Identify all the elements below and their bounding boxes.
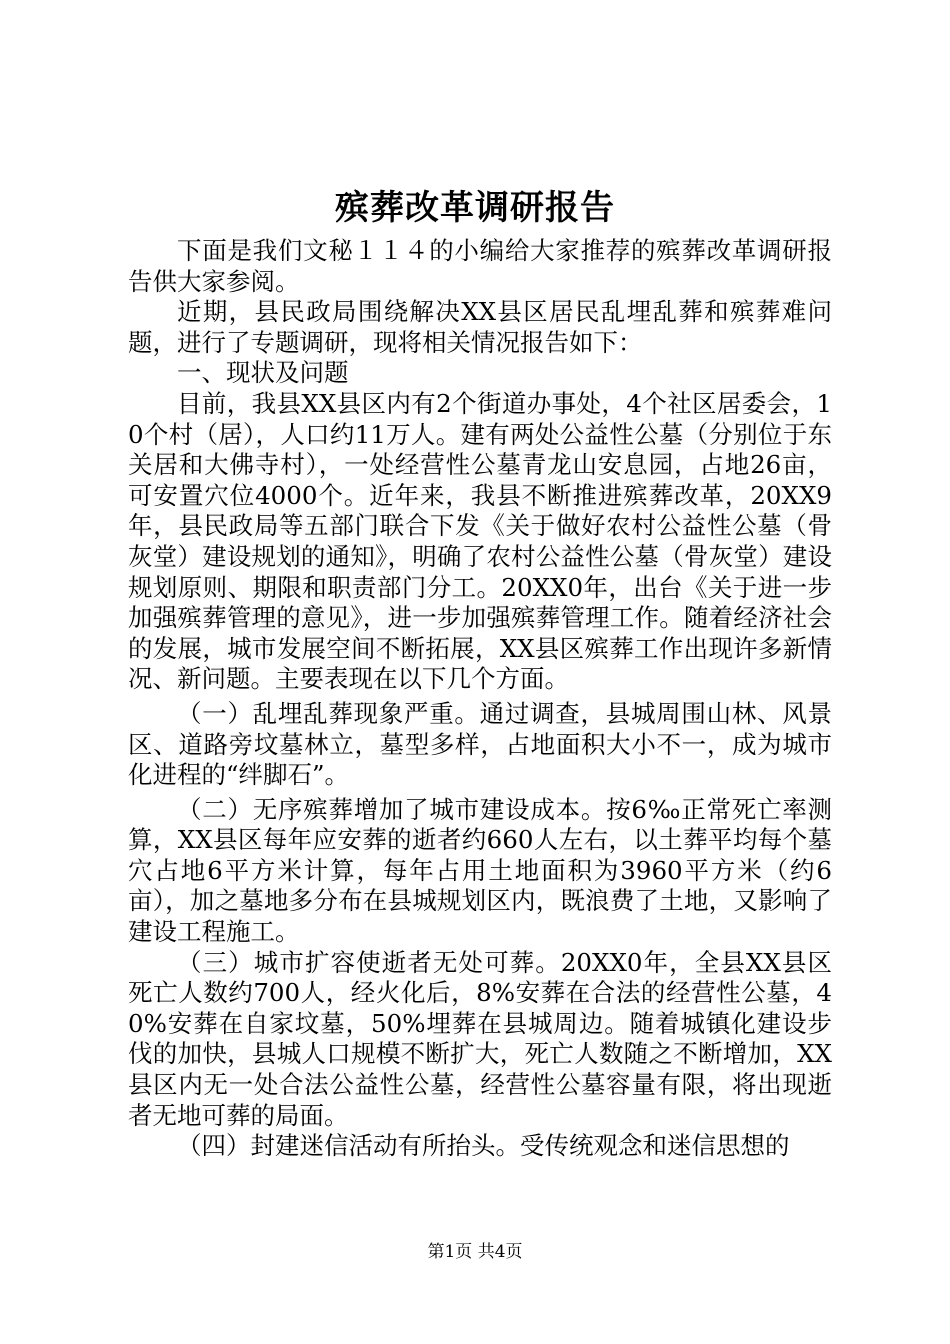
page-number-footer: 第1页 共4页 [427,1242,523,1262]
paragraph-intro: 下面是我们文秘１１４的小编给大家推荐的殡葬改革调研报告供大家参阅。 [128,236,832,296]
paragraph-issue-1: （一）乱埋乱葬现象严重。通过调查，县城周围山林、风景区、道路旁坟墓林立，墓型多样，占地面积大小不一，成为城市化进程的“绊脚石”。 [128,698,832,790]
paragraph-issue-2: （二）无序殡葬增加了城市建设成本。按6‰正常死亡率测算，XX县区每年应安葬的逝者约660人左右，以土葬平均每个墓穴占地6平方米计算，每年占用土地面积为3960平方米（约6亩），加之墓地多分布在县城规划区内，既浪费了土地，又影响了建设工程施工。 [128,794,832,947]
paragraph-status: 目前，我县XX县区内有2个街道办事处，4个社区居委会，10个村（居），人口约11万人。建有两处公益性公墓（分别位于东关居和大佛寺村），一处经营性公墓青龙山安息园，占地26亩，可安置穴位4000个。近年来，我县不断推进殡葬改革，20XX9年，县民政局等五部门联合下发《关于做好农村公益性公墓（骨灰堂）建设规划的通知》，明确了农村公益性公墓（骨灰堂）建设规划原则、期限和职责部门分工。20XX0年，出台《关于进一步加强殡葬管理的意见》，进一步加强殡葬管理工作。随着经济社会的发展，城市发展空间不断拓展，XX县区殡葬工作出现许多新情况、新问题。主要表现在以下几个方面。 [128,388,832,694]
section-heading-status: 一、现状及问题 [177,358,349,388]
document-body [128,236,832,1162]
paragraph-issue-3: （三）城市扩容使逝者无处可葬。20XX0年，全县XX县区死亡人数约700人，经火化后，8%安葬在合法的经营性公墓，40%安葬在自家坟墓，50%埋葬在县城周边。随着城镇化建设步伐的加快，县城人口规模不断扩大，死亡人数随之不断增加，XX县区内无一处合法公益性公墓，经营性公墓容量有限，将出现逝者无地可葬的局面。 [128,947,832,1130]
paragraph-background: 近期，县民政局围绕解决XX县区居民乱埋乱葬和殡葬难问题，进行了专题调研，现将相关情况报告如下： [128,297,832,357]
paragraph-issue-4: （四）封建迷信活动有所抬头。受传统观念和迷信思想的 [177,1131,790,1161]
document-title: 殡葬改革调研报告 [335,188,615,228]
